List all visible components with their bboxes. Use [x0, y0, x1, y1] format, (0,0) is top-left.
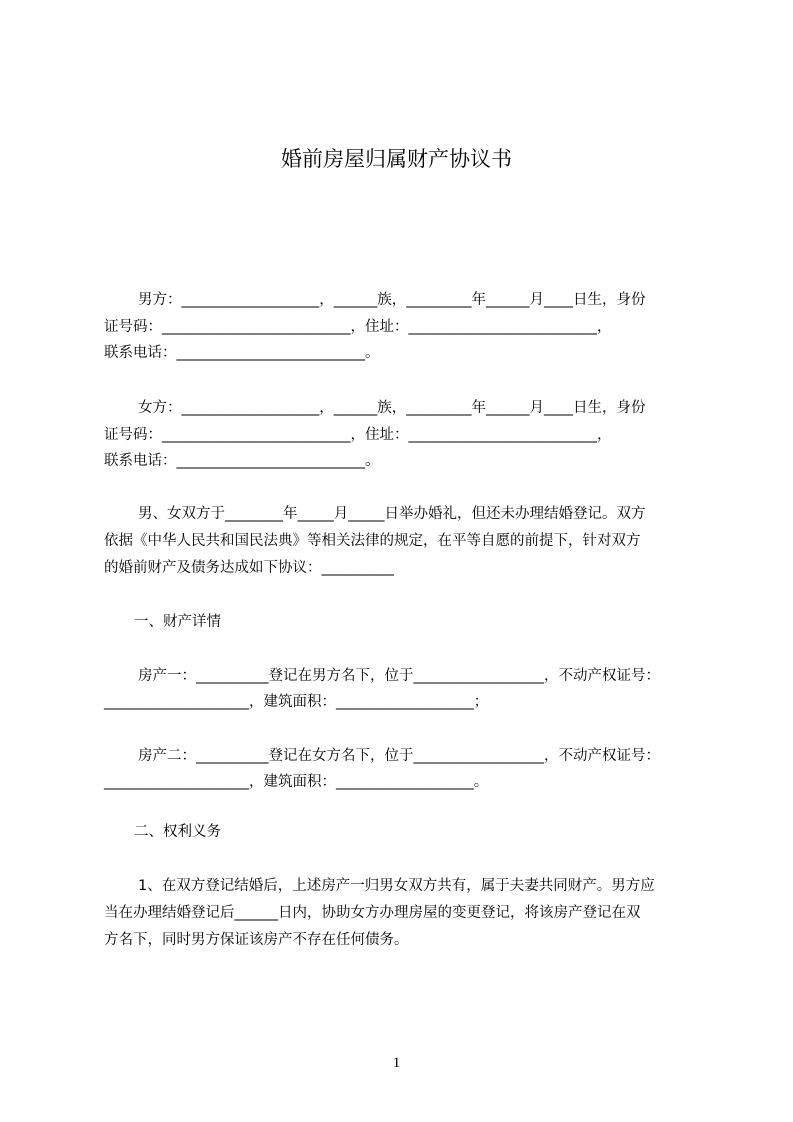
document-title: 婚前房屋归属财产协议书 — [281, 147, 512, 171]
clause-1-line-2: 当在办理结婚登记后______日内，协助女方办理房屋的变更登记，将该房产登记在双 — [104, 905, 641, 921]
female-party-line-3: 联系电话：__________________________。 — [104, 453, 380, 469]
female-party-line-1: 女方：___________________，______族，_________年______月____日生，身份 — [138, 400, 646, 416]
male-party-line-3: 联系电话：__________________________。 — [104, 345, 380, 361]
page-number: 1 — [392, 1055, 401, 1071]
male-party-line-1: 男方：___________________，______族，_________年______月____日生，身份 — [138, 292, 646, 308]
clause-1-line-1: 1、在双方登记结婚后，上述房产一归男女双方共有，属于夫妻共同财产。男方应 — [138, 878, 655, 894]
clause-1-line-3: 方名下，同时男方保证该房产不存在任何债务。 — [104, 932, 409, 948]
property-one-line-1: 房产一：__________登记在男方名下，位于__________________，不动产权证号： — [138, 668, 660, 684]
preamble-line-2: 依据《中华人民共和国民法典》等相关法律的规定，在平等自愿的前提下，针对双方 — [104, 533, 641, 549]
preamble-line-1: 男、女双方于________年_____月_____日举办婚礼，但还未办理结婚登记。双方 — [138, 506, 646, 522]
preamble-line-3: 的婚前财产及债务达成如下协议：__________ — [104, 560, 394, 576]
male-party-line-2: 证号码：__________________________，住址：__________________________， — [104, 319, 612, 335]
property-two-line-1: 房产二：__________登记在女方名下，位于__________________，不动产权证号： — [138, 748, 660, 764]
property-one-line-2: ____________________，建筑面积：___________________； — [104, 694, 489, 710]
female-party-line-2: 证号码：__________________________，住址：__________________________， — [104, 427, 612, 443]
section-heading-property: 一、财产详情 — [134, 614, 221, 630]
property-two-line-2: ____________________，建筑面积：___________________。 — [104, 774, 489, 790]
section-heading-rights: 二、权利义务 — [134, 824, 221, 840]
